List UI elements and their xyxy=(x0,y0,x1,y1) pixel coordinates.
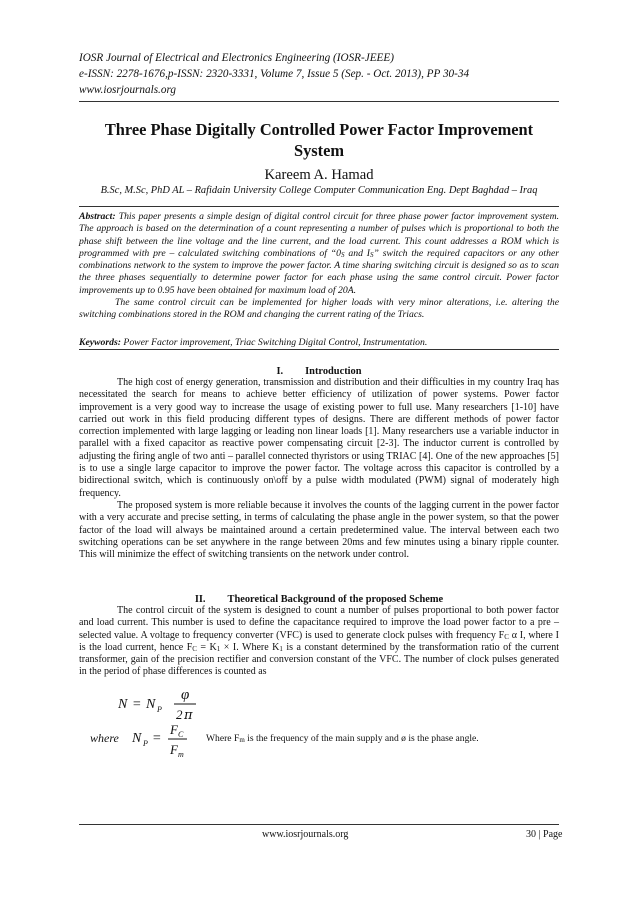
abstract-sub-1: S xyxy=(341,250,345,259)
keywords-label: Keywords: xyxy=(79,337,121,348)
svg-text:=: = xyxy=(132,697,142,712)
abstract-text-mid: and I xyxy=(344,247,370,259)
svg-text:=: = xyxy=(152,731,162,746)
svg-text:N: N xyxy=(118,697,128,712)
abstract-paragraph-1 xyxy=(79,211,559,297)
section-number: II. xyxy=(194,594,206,605)
abstract-text-1: This paper presents a simple design of digital control circuit for three phase power factor improvement system. The approach is based on the determination of a count representing a number of pulses which is proportional to both the phase shift between the line voltage and the line current, and the load current. This count addresses a ROM which is programmed with pre – calculated switching combinations of “0 xyxy=(79,211,560,259)
svg-text:F: F xyxy=(170,742,178,757)
journal-name: IOSR Journal of Electrical and Electronics Engineering (IOSR-JEEE) xyxy=(79,52,394,64)
section-title: Theoretical Background of the proposed Scheme xyxy=(227,594,444,605)
keywords-text: Power Factor improvement, Triac Switching Digital Control, Instrumentation. xyxy=(120,337,428,348)
theory-paragraph-1 xyxy=(79,605,559,679)
footer-page-number: 30 | Page xyxy=(526,829,563,840)
equation-note xyxy=(206,733,566,745)
header-rule xyxy=(79,101,559,102)
svg-text:N: N xyxy=(132,731,142,746)
theory-sub-c2: C xyxy=(192,644,197,653)
svg-text:C: C xyxy=(178,730,184,739)
journal-issn: e-ISSN: 2278-1676,p-ISSN: 2320-3331, Volume 7, Issue 5 (Sep. - Oct. 2013), PP 30-34 xyxy=(79,68,470,80)
equation-note-sub: m xyxy=(239,736,245,744)
svg-text:F: F xyxy=(170,722,178,737)
section-number: I. xyxy=(276,366,284,377)
equation-n xyxy=(118,686,228,722)
svg-text:m: m xyxy=(178,750,184,759)
section-title: Introduction xyxy=(305,366,362,377)
abstract-label: Abstract: xyxy=(79,211,116,222)
abstract-top-rule xyxy=(79,206,559,207)
footer-url: www.iosrjournals.org xyxy=(262,829,349,840)
author-affiliation: B.Sc, M.Sc, PhD AL – Rafidain University College Computer Communication Eng. Dept Baghdad – Iraq xyxy=(100,185,538,196)
abstract xyxy=(79,211,559,321)
footer-rule xyxy=(79,824,559,825)
theory-text-b: α I, where I is the load current, hence F xyxy=(79,629,559,653)
equation-note-b: is the frequency of the main supply and ø is the phase angle. xyxy=(244,733,479,744)
introduction-paragraph-1: The high cost of energy generation, transmission and distribution and their difficulties in my country Iraq has necessitated the search for means to achieve better efficiency of utilization of power systems. Power factor improvement is a very good way to increase the usage of existing power to full use. Many researchers [1-10] have carried out work in this field producing different types of designs. There are different methods of power factor correction implemented with large lagging or leading non linear loads [1]. Many researchers use a variable inductor in parallel with a fixed capacitor as reactive power compensating circuit [2-3]. The inductor current is controlled by adjusting the firing angle of two anti – parallel connected thyristors or using TRIAC [4]. One of the new approaches [5] is to use a single large capacitor to improve the power factor. The voltage across this capacitor is controlled by a bidirectional switch, which is continuously on\off by a pulse width modulated (PWM) signal of moderately high frequency. xyxy=(79,377,559,499)
introduction-paragraph-2: The proposed system is more reliable because it involves the counts of the lagging current in the power factor with a very accurate and precise setting, in terms of calculating the phase angle in the power system, so that the power factor of the load will always be maintained around a certain predetermined value. The interval between each two switching operations can be set anywhere in the range between 20ms and few minutes using a binary ripple counter. This will minimize the effect of switching transients on the network under control. xyxy=(79,499,559,561)
paper-title xyxy=(79,119,559,161)
abstract-sub-2: S xyxy=(370,250,374,259)
theory-text-e: is a constant determined by the transformation ratio of the current transformer, gain of the precision rectifier and conversion constant of the VFC. The number of clock pulses generated in the period of phase differences is counted as xyxy=(79,641,559,678)
abstract-paragraph-2: The same control circuit can be implemented for higher loads with very minor alterations, i.e. altering the switching combinations stored in the ROM and changing the current rating of the Triacs. xyxy=(79,296,559,320)
equation-note-a: Where F xyxy=(206,733,240,744)
svg-text:φ: φ xyxy=(181,687,190,703)
equation-where: where xyxy=(90,731,119,745)
theory-sub-1b: 1 xyxy=(279,644,283,653)
theory-text-d: × I. Where K xyxy=(220,641,280,653)
svg-text:N: N xyxy=(146,697,156,712)
author-name: Kareem A. Hamad xyxy=(264,167,374,183)
equation-np xyxy=(90,722,220,762)
svg-text:P: P xyxy=(157,705,162,714)
journal-header xyxy=(79,50,599,98)
svg-text:2: 2 xyxy=(176,707,183,722)
paper-title-line1: Three Phase Digitally Controlled Power Factor Improvement xyxy=(104,120,534,139)
svg-text:P: P xyxy=(143,739,148,748)
introduction-body xyxy=(79,377,559,561)
abstract-text-2: ” switch the required capacitors or any other combinations network to the system to improve the power factor. A time sharing switching circuit is designed so as to scan the three phases sequentially to determine power factor for each phase using the same control circuit. Power factor improvements up to 0.95 have been obtained for maximum load of 20A. xyxy=(79,247,560,296)
theory-text-c: = K xyxy=(196,641,217,653)
paper-title-line2: System xyxy=(293,141,345,160)
theory-sub-1: 1 xyxy=(216,644,221,653)
abstract-bottom-rule xyxy=(79,349,559,350)
theory-body xyxy=(79,605,559,679)
journal-url: www.iosrjournals.org xyxy=(79,84,176,96)
theory-text-a: The control circuit of the system is designed to count a number of pulses proportional to both power factor and load current. This number is used to define the capacitance required to improve the load power factor to a pre – selected value. A voltage to frequency converter (VFC) is used to generate clock pulses with frequency F xyxy=(79,605,559,641)
svg-text:π: π xyxy=(184,708,193,722)
keywords xyxy=(79,336,559,349)
theory-sub-c: C xyxy=(504,632,509,641)
